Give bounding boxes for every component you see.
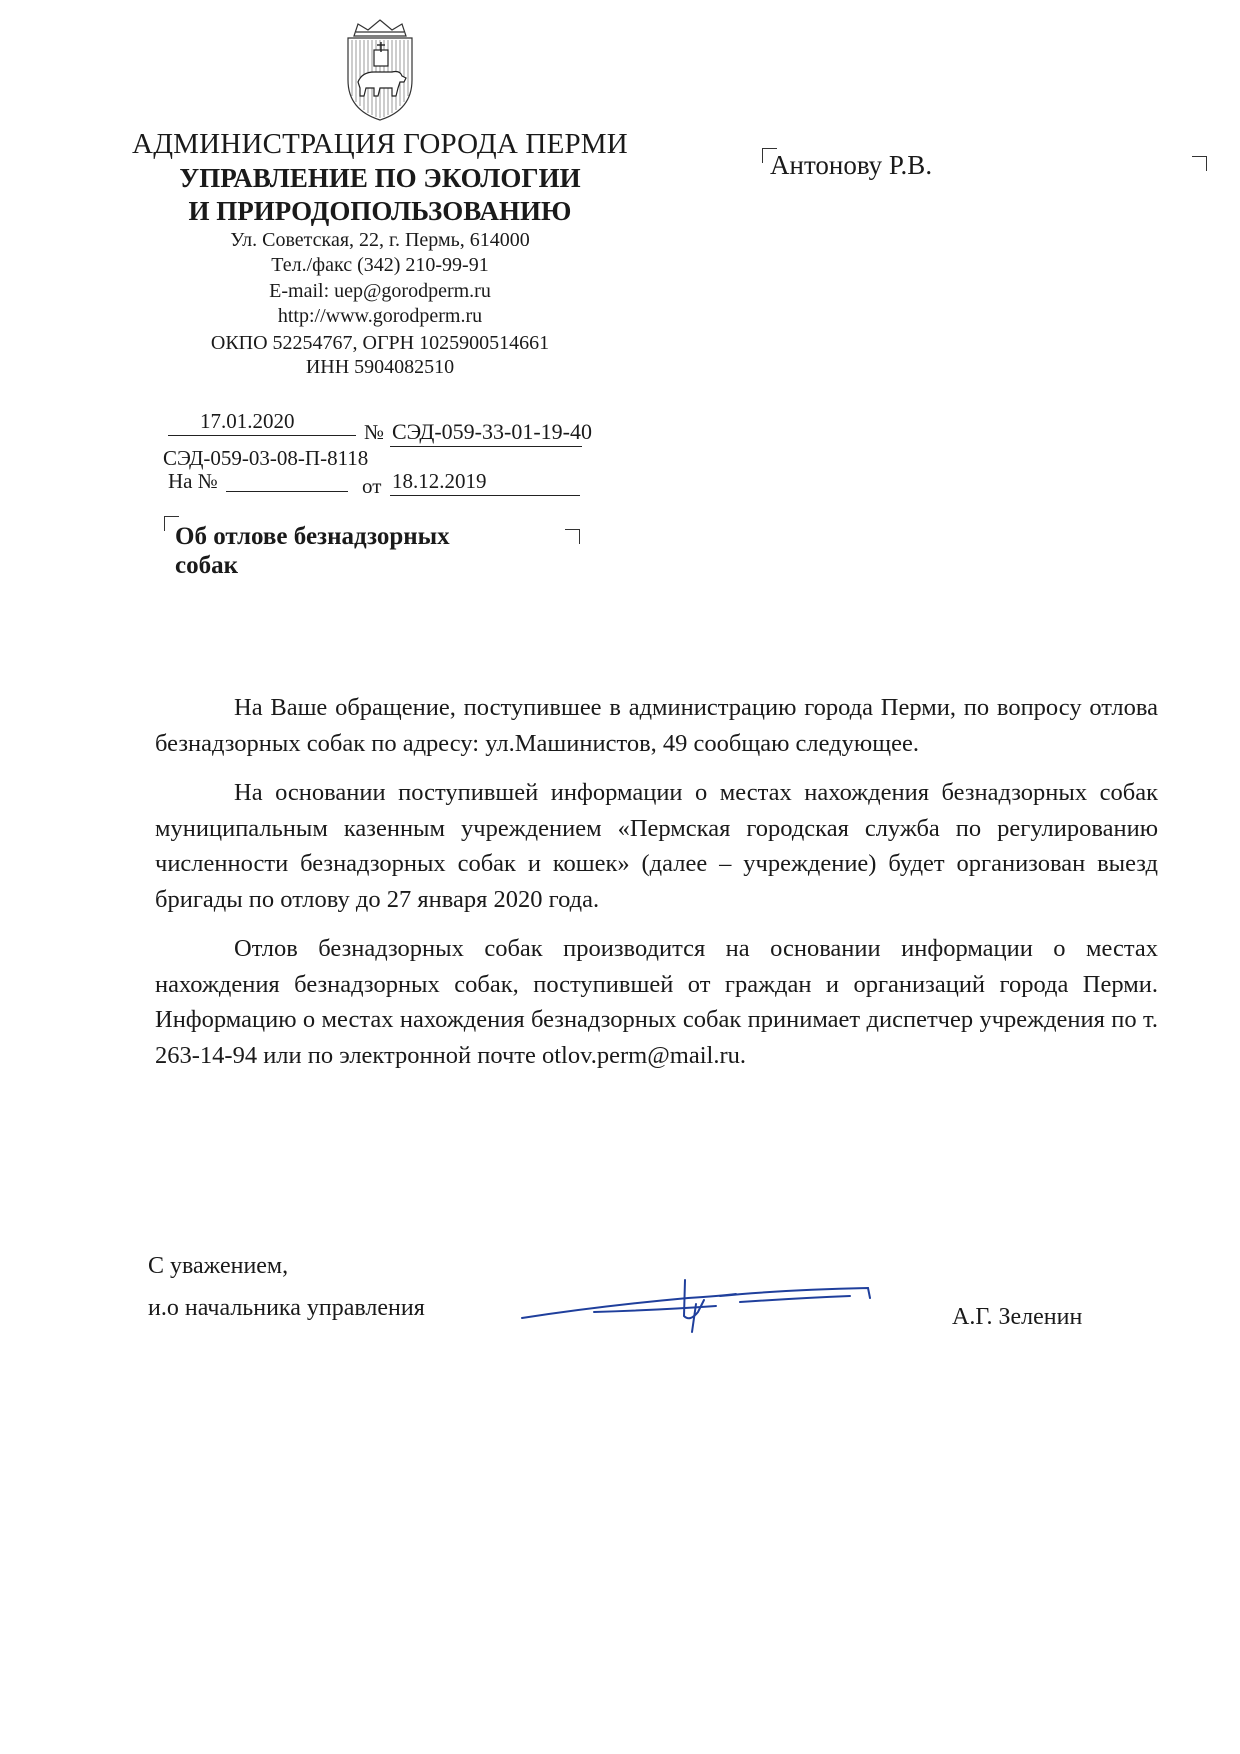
administration-name: АДМИНИСТРАЦИЯ ГОРОДА ПЕРМИ (132, 128, 628, 160)
phone: Тел./факс (342) 210-99-91 (271, 254, 489, 276)
subject (175, 522, 535, 580)
from-label: от (362, 474, 382, 498)
reference-date-underline (390, 495, 580, 496)
registry-codes: ОКПО 52254767, ОГРН 1025900514661 (210, 332, 550, 354)
outgoing-date: 17.01.2020 (200, 409, 295, 433)
inn: ИНН 5904082510 (305, 356, 455, 378)
signer-position: и.о начальника управления (148, 1295, 425, 1321)
letter-body (155, 690, 1158, 1087)
reference-date: 18.12.2019 (392, 469, 487, 493)
website: http://www.gorodperm.ru (277, 305, 483, 327)
address: Ул. Советская, 22, г. Пермь, 614000 (230, 229, 530, 251)
subject-line2: собак (175, 552, 239, 579)
outgoing-number: СЭД-059-33-01-19-40 (392, 419, 592, 444)
reference-number: СЭД-059-03-08-П-8118 (163, 446, 369, 470)
closing-regards: С уважением, (148, 1253, 289, 1279)
reference-underline (226, 491, 348, 492)
department-name-line1: УПРАВЛЕНИЕ ПО ЭКОЛОГИИ (179, 163, 581, 193)
body-paragraph-1: На Ваше обращение, поступившее в администрацию города Перми, по вопросу отлова безнадзорных собак по адресу: ул.Машинистов, 49 сообщаю следующее. (155, 694, 1158, 757)
perm-coat-of-arms-icon (336, 18, 424, 122)
body-paragraph-3: Отлов безнадзорных собак производится на основании информации о местах нахождения безнадзорных собак, поступившей от граждан и организаций города Перми. Информацию о местах нахождения безнадзорных собак принимает диспетчер учреждения по т. 263-14-94 или по электронной почте otlov.perm@mail.ru. (155, 935, 1158, 1069)
department-name-line2: И ПРИРОДОПОЛЬЗОВАНИЮ (188, 196, 572, 226)
date-underline (168, 435, 356, 436)
recipient: Антонову Р.В. (770, 150, 933, 180)
handwritten-signature-icon (520, 1260, 880, 1340)
number-underline (390, 446, 582, 447)
subject-corner-right (565, 529, 580, 544)
signer-name: А.Г. Зеленин (952, 1304, 1083, 1330)
subject-line1: Об отлове безнадзорных (175, 523, 450, 550)
email: E-mail: uep@gorodperm.ru (269, 280, 491, 302)
recipient-corner-right (1192, 156, 1207, 171)
reference-label: На № (168, 469, 218, 493)
number-label: № (364, 420, 385, 444)
body-paragraph-2: На основании поступившей информации о местах нахождения безнадзорных собак муниципальным казенным учреждением «Пермская городская служба по регулированию численности безнадзорных собак и кошек» (далее – учреждение) будет организован выезд бригады по отлову до 27 января 2020 года. (155, 779, 1158, 913)
